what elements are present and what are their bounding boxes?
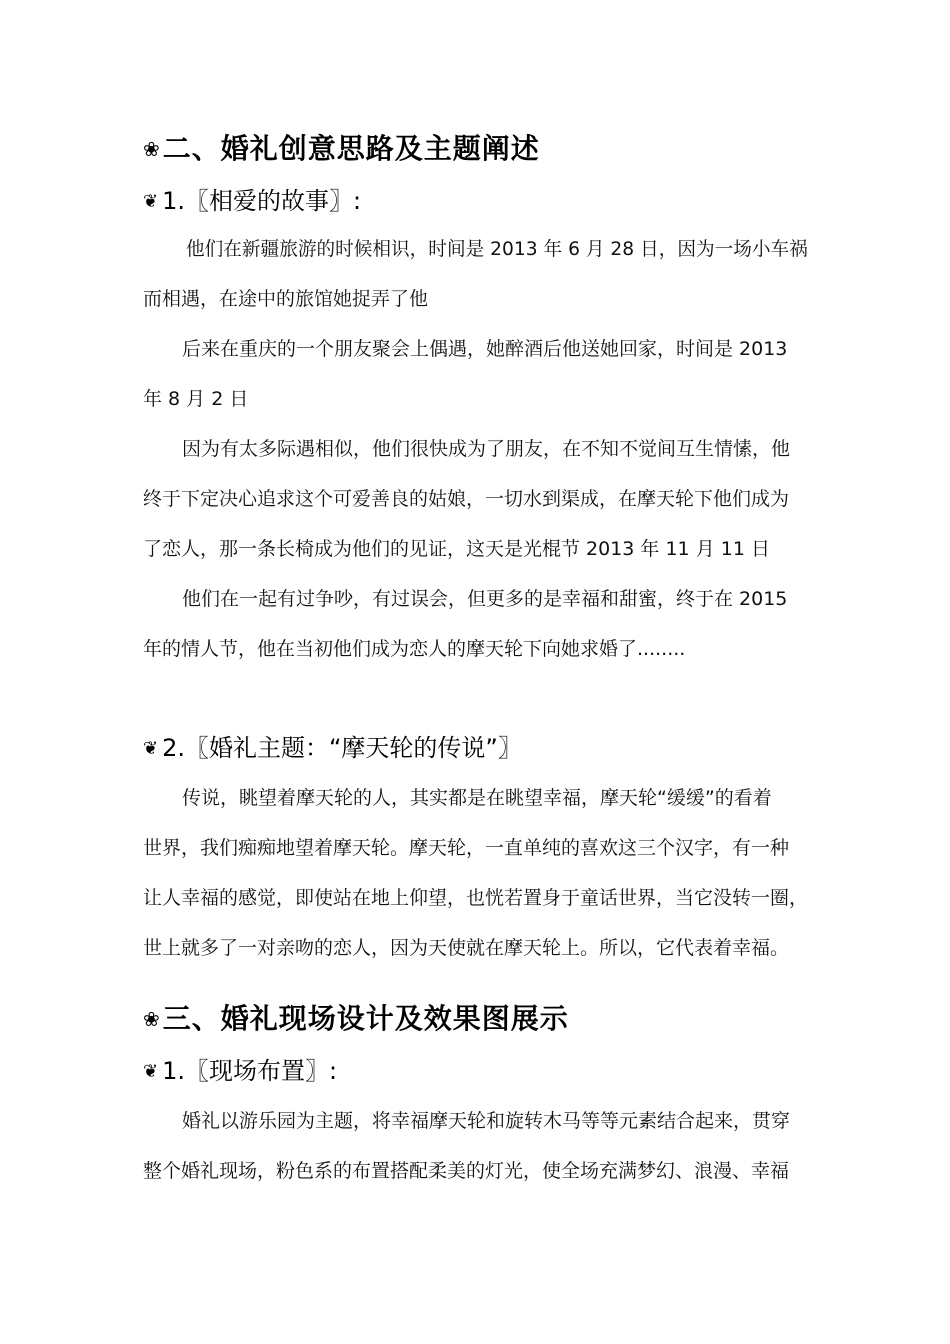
floral-heart-icon: ❦	[143, 191, 159, 212]
paragraph-line: 婚礼以游乐园为主题，将幸福摩天轮和旋转木马等等元素结合起来，贯穿	[182, 1110, 791, 1132]
paragraph-line: 年 8 月 2 日	[143, 388, 249, 410]
subheading-venue-layout	[143, 1055, 337, 1088]
section-heading-3	[143, 1001, 569, 1037]
subheading-wedding-theme	[143, 732, 522, 765]
paragraph-line: 年的情人节，他在当初他们成为恋人的摩天轮下向她求婚了........	[143, 638, 686, 660]
paragraph-line: 后来在重庆的一个朋友聚会上偶遇，她醉酒后他送她回家，时间是 2013	[182, 338, 788, 360]
paragraph-line: 整个婚礼现场，粉色系的布置搭配柔美的灯光，使全场充满梦幻、浪漫、幸福	[143, 1160, 790, 1182]
flower-icon: ❀	[143, 137, 161, 161]
subheading-title: 2.〖婚礼主题：“摩天轮的传说”〗	[162, 734, 522, 762]
section-title: 二、婚礼创意思路及主题阐述	[162, 132, 540, 165]
paragraph-line: 了恋人，那一条长椅成为他们的见证，这天是光棍节 2013 年 11 月 11 日	[143, 538, 770, 560]
paragraph-line: 世上就多了一对亲吻的恋人，因为天使就在摩天轮上。所以，它代表着幸福。	[143, 937, 790, 959]
subheading-title: 1.〖相爱的故事〗:	[162, 187, 362, 215]
section-title: 三、婚礼现场设计及效果图展示	[162, 1002, 569, 1035]
paragraph-line: 世界，我们痴痴地望着摩天轮。摩天轮，一直单纯的喜欢这三个汉字，有一种	[143, 837, 790, 859]
flower-icon: ❀	[143, 1007, 161, 1031]
floral-heart-icon: ❦	[143, 1061, 159, 1082]
section-heading-2	[143, 131, 540, 167]
subheading-title: 1.〖现场布置〗:	[162, 1057, 338, 1085]
paragraph-line: 而相遇，在途中的旅馆她捉弄了他	[143, 288, 429, 310]
paragraph-line: 终于下定决心追求这个可爱善良的姑娘，一切水到渠成，在摩天轮下他们成为	[143, 488, 790, 510]
subheading-love-story	[143, 185, 361, 218]
floral-heart-icon: ❦	[143, 738, 159, 759]
paragraph-line: 传说，眺望着摩天轮的人，其实都是在眺望幸福，摩天轮“缓缓”的看着	[182, 787, 772, 809]
paragraph-line: 因为有太多际遇相似，他们很快成为了朋友，在不知不觉间互生情愫，他	[182, 438, 791, 460]
paragraph-line: 他们在新疆旅游的时候相识，时间是 2013 年 6 月 28 日，因为一场小车祸	[186, 238, 808, 260]
paragraph-line: 让人幸福的感觉，即使站在地上仰望，也恍若置身于童话世界，当它没转一圈，	[143, 887, 809, 909]
paragraph-line: 他们在一起有过争吵，有过误会，但更多的是幸福和甜蜜，终于在 2015	[182, 588, 788, 610]
